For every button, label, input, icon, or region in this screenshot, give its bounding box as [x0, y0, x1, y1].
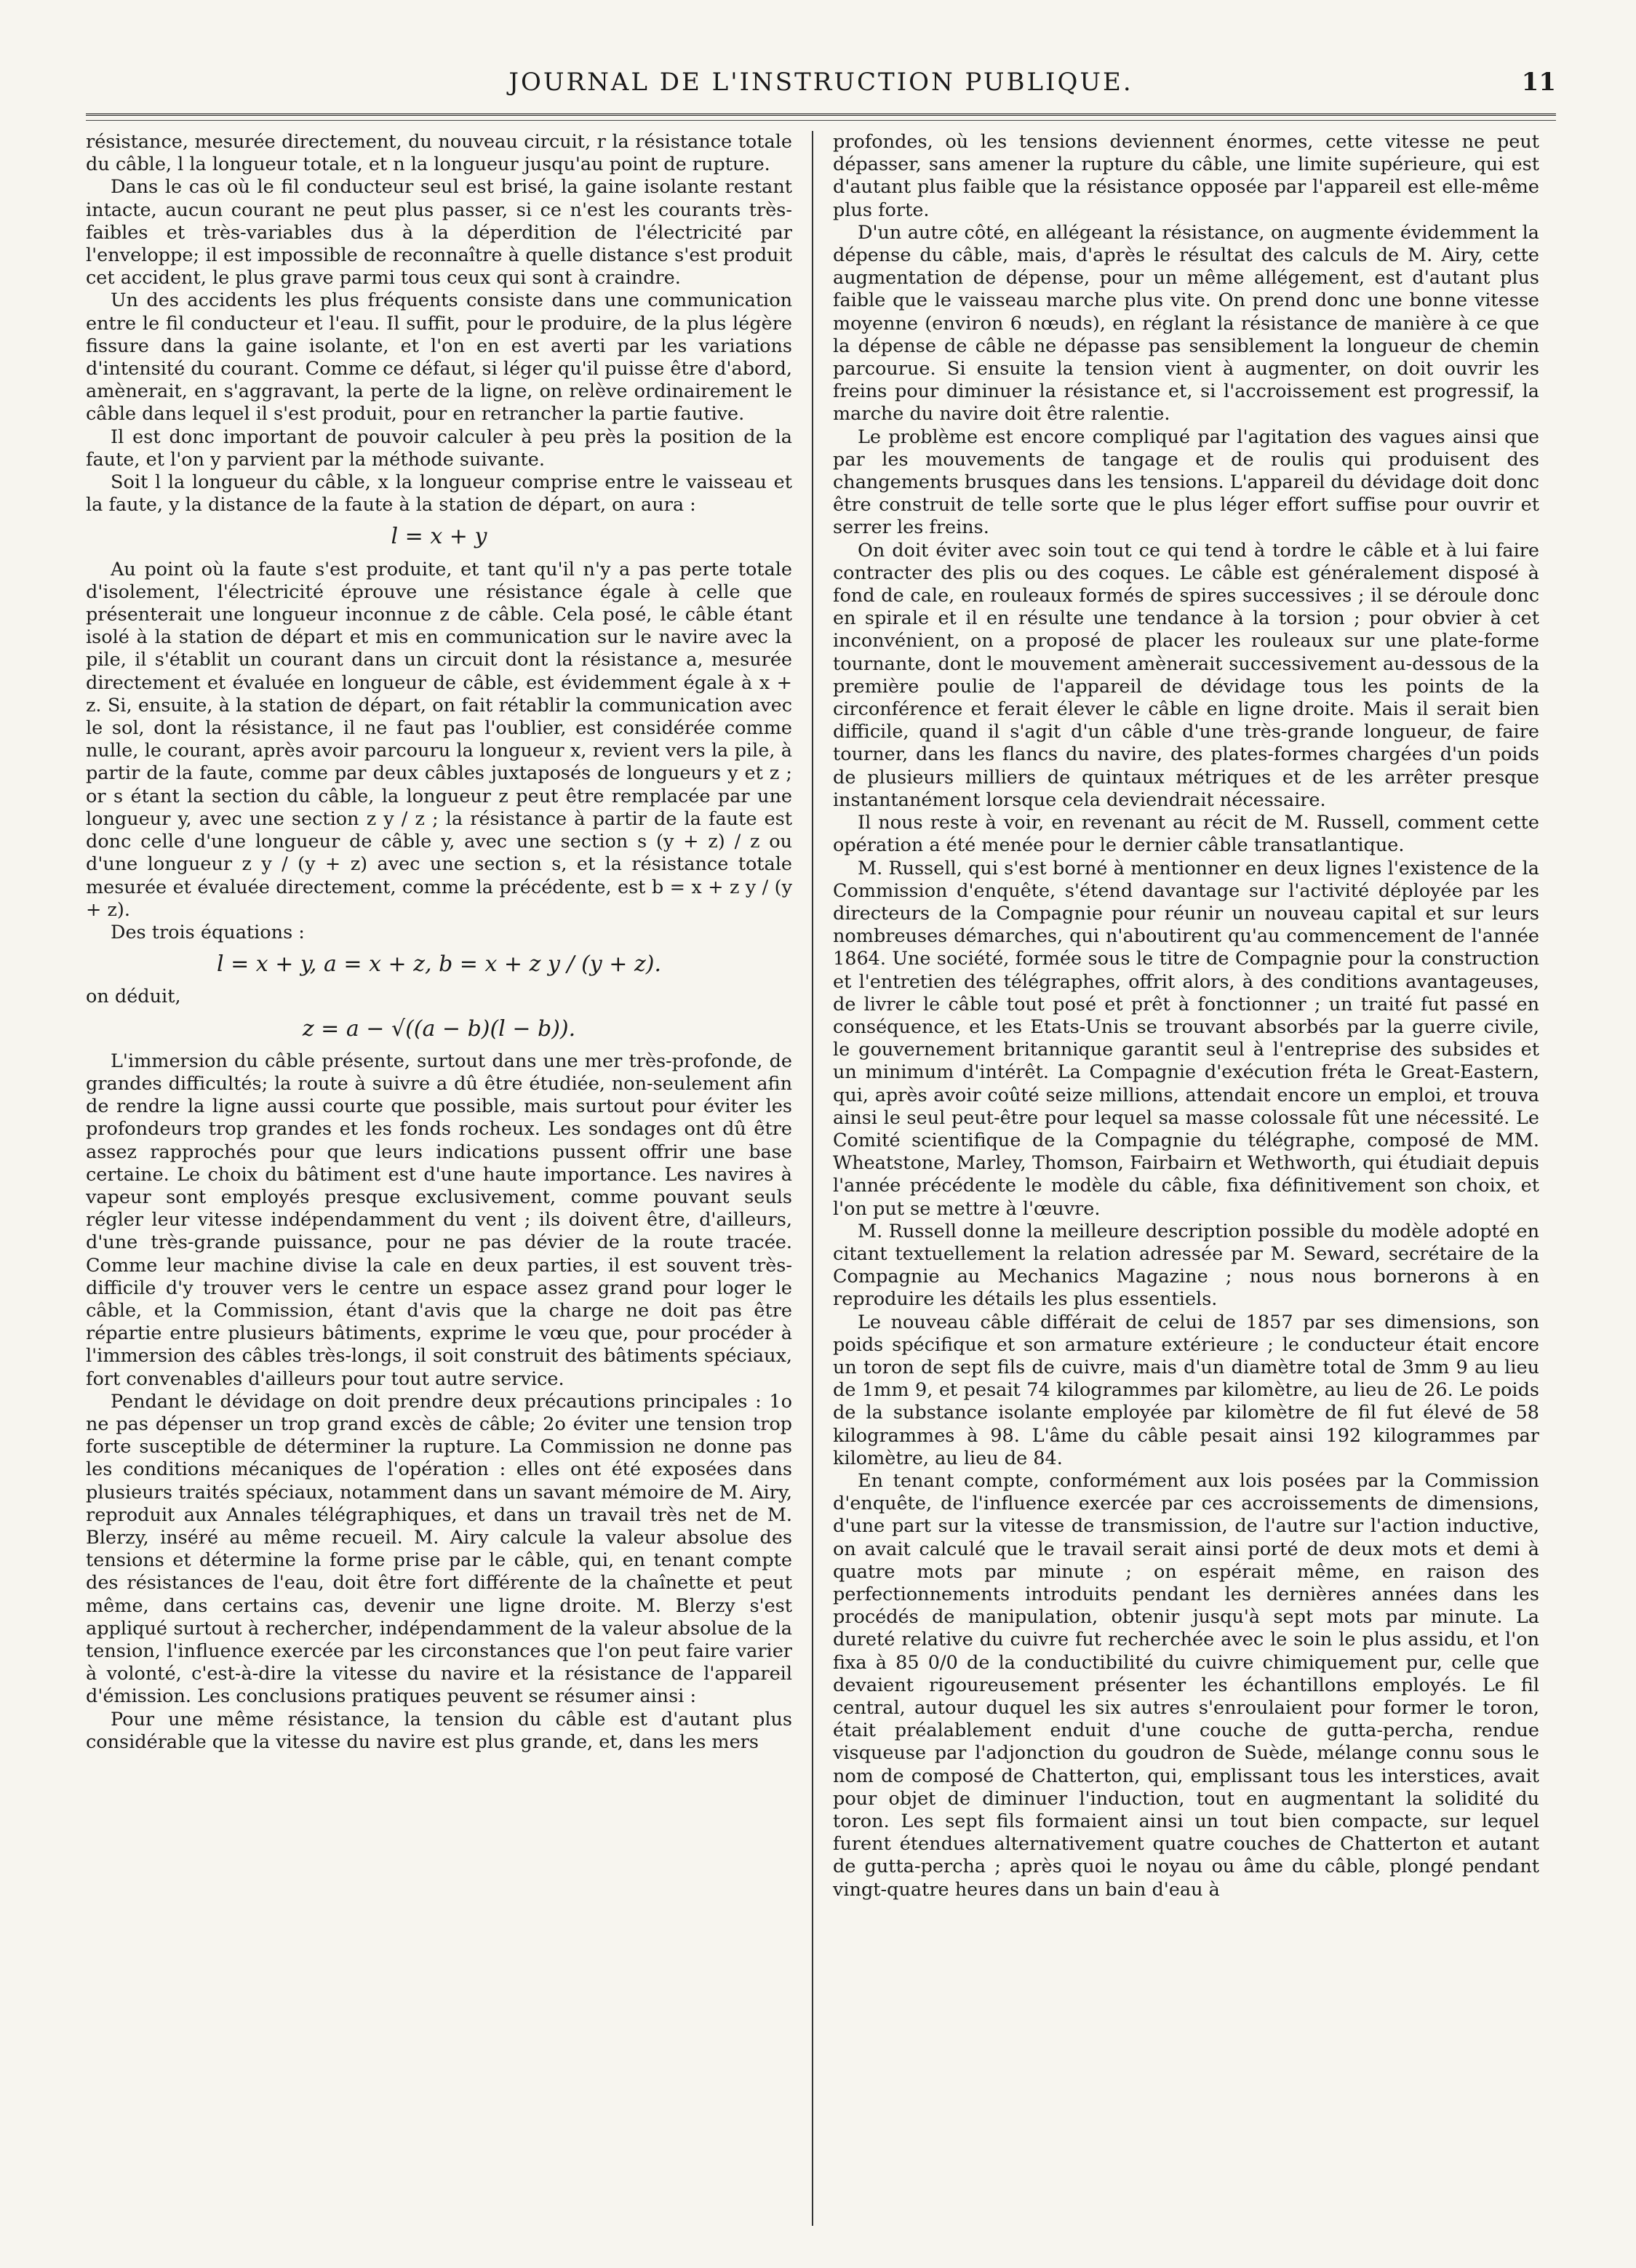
column-divider	[812, 131, 813, 2226]
equation: l = x + y	[391, 524, 487, 550]
paragraph: résistance, mesurée directement, du nouveau circuit, r la résistance totale du câble, l la longueur totale, et n la longueur jusqu'au point de rupture.	[86, 131, 792, 176]
right-column	[823, 131, 1539, 2226]
paragraph: Pendant le dévidage on doit prendre deux précautions principales : 1o ne pas dépenser un trop grand excès de câble; 2o éviter une tension trop forte susceptible de déterminer la rupture. La Commission ne donne pas les conditions mécaniques de l'opération : elles ont été exposées dans plusieurs traités spéciaux, notamment dans un savant mémoire de M. Airy, reproduit aux Annales télégraphiques, et dans un travail très net de M. Blerzy, inséré au même recueil. M. Airy calcule la valeur absolue des tensions et détermine la forme prise par le câble, qui, en tenant compte des résistances de l'eau, doit être fort différente de la chaînette et peut même, dans certains cas, devenir une ligne droite. M. Blerzy s'est appliqué surtout à rechercher, indépendamment de la valeur absolue de la tension, l'influence exercée par les circonstances que l'on peut faire varier à volonté, c'est-à-dire la vitesse du navire et la résistance de l'appareil d'émission. Les conclusions pratiques peuvent se résumer ainsi :	[86, 1390, 792, 1708]
paragraph: On doit éviter avec soin tout ce qui tend à tordre le câble et à lui faire contracter des plis ou des coques. Le câble est généralement disposé à fond de cale, en rouleaux formés de spires successives ; il se déroule donc en spirale et il en résulte une tendance à la torsion ; pour obvier à cet inconvénient, on a proposé de placer les rouleaux sur une plate-forme tournante, dont le mouvement amènerait successivement au-dessous de la première poulie de l'appareil de dévidage tous les points de la circonférence et ferait élever le câble en ligne droite. Mais il serait bien difficile, quand il s'agit d'un câble d'une très-grande longueur, de faire tourner, dans les flancs du navire, des plates-formes chargées d'un poids de plusieurs milliers de quintaux métriques et de les arrêter presque instantanément lorsque cela deviendrait nécessaire.	[833, 539, 1539, 811]
equation: l = x + y, a = x + z, b = x + z y / (y + z).	[217, 951, 661, 978]
paragraph: Soit l la longueur du câble, x la longueur comprise entre le vaisseau et la faute, y la distance de la faute à la station de départ, on aura :	[86, 471, 792, 516]
page-number: 11	[1521, 68, 1556, 97]
left-column	[86, 131, 802, 2226]
article-columns	[86, 131, 1556, 2226]
paragraph: M. Russell, qui s'est borné à mentionner en deux lignes l'existence de la Commission d'enquête, s'étend davantage sur l'activité déployée par les directeurs de la Compagnie pour réunir un nouveau capital et sur leurs nombreuses démarches, qui n'aboutirent qu'au commencement de l'année 1864. Une société, formée sous le titre de Compagnie pour la construction et l'entretien des télégraphes, offrit alors, à des conditions avantageuses, de livrer le câble tout posé et prêt à fonctionner ; un traité fut passé en conséquence, et les Etats-Unis se trouvant absorbés par la guerre civile, le gouvernement britannique garantit seul à l'entreprise des subsides et un minimum d'intérêt. La Compagnie d'exécution fréta le Great-Eastern, qui, après avoir coûté seize millions, attendait encore un emploi, et trouva ainsi le seul peut-être pour lequel sa masse colossale fût une nécessité. Le Comité scientifique de la Compagnie du télégraphe, composé de MM. Wheatstone, Marley, Thomson, Fairbairn et Wethworth, qui étudiait depuis l'année précédente le modèle du câble, fixa définitivement son choix, et l'on put se mettre à l'œuvre.	[833, 857, 1539, 1220]
page-header	[86, 64, 1556, 100]
paragraph: Il nous reste à voir, en revenant au récit de M. Russell, comment cette opération a été menée pour le dernier câble transatlantique.	[833, 812, 1539, 857]
paragraph: Au point où la faute s'est produite, et tant qu'il n'y a pas perte totale d'isolement, l'électricité éprouve une résistance égale à celle que présenterait une longueur inconnue z de câble. Cela posé, le câble étant isolé à la station de départ et mis en communication sur le navire avec la pile, il s'établit un courant dans un circuit dont la résistance a, mesurée directement et évaluée en longueur de câble, est évidemment égale à x + z. Si, ensuite, à la station de départ, on fait rétablir la communication avec le sol, dont la résistance, il ne faut pas l'oublier, est considérée comme nulle, le courant, après avoir parcouru la longueur x, revient vers la pile, à partir de la faute, comme par deux câbles juxtaposés de longueurs y et z ; or s étant la section du câble, la longueur z peut être remplacée par une longueur y, avec une section z y / z ; la résistance à partir de la faute est donc celle d'une longueur de câble y, avec une section s (y + z) / z ou d'une longueur z y / (y + z) avec une section s, et la résistance totale mesurée et évaluée directement, comme la précédente, est b = x + z y / (y + z).	[86, 558, 792, 921]
paragraph: profondes, où les tensions deviennent énormes, cette vitesse ne peut dépasser, sans amener la rupture du câble, une limite supérieure, qui est d'autant plus faible que la résistance opposée par l'appareil est elle-même plus forte.	[833, 131, 1539, 221]
paragraph: Le nouveau câble différait de celui de 1857 par ses dimensions, son poids spécifique et son armature extérieure ; le conducteur était encore un toron de sept fils de cuivre, mais d'un diamètre total de 3mm 9 au lieu de 1mm 9, et pesait 74 kilogrammes par kilomètre, au lieu de 26. Le poids de la substance isolante employée par kilomètre de fil fut élevé de 58 kilogrammes à 98. L'âme du câble pesait ainsi 192 kilogrammes par kilomètre, au lieu de 84.	[833, 1311, 1539, 1469]
paragraph: Dans le cas où le fil conducteur seul est brisé, la gaine isolante restant intacte, aucun courant ne peut plus passer, si ce n'est les courants très-faibles et très-variables dus à la déperdition de l'électricité par l'enveloppe; il est impossible de reconnaître à quelle distance s'est produit cet accident, le plus grave parmi tous ceux qui sont à craindre.	[86, 176, 792, 290]
paragraph: Des trois équations :	[111, 921, 305, 943]
paragraph: D'un autre côté, en allégeant la résistance, on augmente évidemment la dépense du câble, mais, d'après le résultat des calculs de M. Airy, cette augmentation de dépense, pour un même allégement, est d'autant plus faible que le vaisseau marche plus vite. On prend donc une bonne vitesse moyenne (environ 6 nœuds), en réglant la résistance de manière à ce que la dépense de câble ne dépasse pas sensiblement la longueur de chemin parcourue. Si ensuite la tension vient à augmenter, on doit ouvrir les freins pour diminuer la résistance et, si l'accroissement est progressif, la marche du navire doit être ralentie.	[833, 221, 1539, 426]
paragraph: Un des accidents les plus fréquents consiste dans une communication entre le fil conducteur et l'eau. Il suffit, pour le produire, de la plus légère fissure dans la gaine isolante, et l'on en est averti par les variations d'intensité du courant. Comme ce défaut, si léger qu'il puisse être d'abord, amènerait, en s'aggravant, la perte de la ligne, on relève ordinairement le câble dans lequel il s'est produit, pour en retrancher la partie fautive.	[86, 290, 792, 426]
equation: z = a − √((a − b)(l − b)).	[302, 1015, 576, 1042]
paragraph: Le problème est encore compliqué par l'agitation des vagues ainsi que par les mouvements de tangage et de roulis qui produisent des changements brusques dans les tensions. L'appareil du dévidage doit donc être construit de telle sorte que le plus léger effort suffise pour ouvrir et serrer les freins.	[833, 426, 1539, 539]
paragraph: L'immersion du câble présente, surtout dans une mer très-profonde, de grandes difficultés; la route à suivre a dû être étudiée, non-seulement afin de rendre la ligne aussi courte que possible, mais surtout pour éviter les profondeurs trop grandes et les fonds rocheux. Les sondages ont dû être assez rapprochés pour que leurs indications pussent offrir une base certaine. Le choix du bâtiment est d'une haute importance. Les navires à vapeur sont employés presque exclusivement, comme pouvant seuls régler leur vitesse indépendamment du vent ; ils doivent être, d'ailleurs, d'une très-grande puissance, pour ne pas dévier de la route tracée. Comme leur machine divise la cale en deux parties, il est souvent très-difficile d'y trouver vers le centre un espace assez grand pour loger le câble, et la Commission, étant d'avis que la charge ne doit pas être répartie entre plusieurs bâtiments, exprime le vœu que, pour procéder à l'immersion des câbles très-longs, il soit construit des bâtiments spéciaux, fort convenables d'ailleurs pour tout autre service.	[86, 1050, 792, 1390]
header-rule	[86, 113, 1556, 121]
paragraph: Pour une même résistance, la tension du câble est d'autant plus considérable que la vitesse du navire est plus grande, et, dans les mers	[86, 1708, 792, 1753]
paragraph: M. Russell donne la meilleure description possible du modèle adopté en citant textuellement la relation adressée par M. Seward, secrétaire de la Compagnie au Mechanics Magazine ; nous nous bornerons à en reproduire les détails les plus essentiels.	[833, 1220, 1539, 1311]
paragraph: on déduit,	[86, 986, 181, 1008]
paragraph: Il est donc important de pouvoir calculer à peu près la position de la faute, et l'on y parvient par la méthode suivante.	[86, 426, 792, 471]
journal-title: JOURNAL DE L'INSTRUCTION PUBLIQUE.	[508, 68, 1133, 97]
paragraph: En tenant compte, conformément aux lois posées par la Commission d'enquête, de l'influence exercée par ces accroissements de dimensions, d'une part sur la vitesse de transmission, de l'autre sur l'action inductive, on avait calculé que le travail serait ainsi porté de deux mots et demi à quatre mots par minute ; on espérait même, en raison des perfectionnements introduits pendant les dernières années dans les procédés de manipulation, obtenir jusqu'à sept mots par minute. La dureté relative du cuivre fut recherchée avec le soin le plus assidu, et l'on fixa à 85 0/0 de la conductibilité du cuivre chimiquement pur, celle que devaient rigoureusement présenter les échantillons employés. Le fil central, autour duquel les six autres s'enroulaient pour former le toron, était préalablement enduit d'une couche de gutta-percha, rendue visqueuse par l'adjonction du goudron de Suède, mélange connu sous le nom de composé de Chatterton, qui, emplissant tous les interstices, avait pour objet de diminuer l'induction, tout en augmentant la solidité du toron. Les sept fils formaient ainsi un tout bien compacte, sur lequel furent étendues alternativement quatre couches de Chatterton et autant de gutta-percha ; après quoi le noyau ou âme du câble, plongé pendant vingt-quatre heures dans un bain d'eau à	[833, 1469, 1539, 1901]
